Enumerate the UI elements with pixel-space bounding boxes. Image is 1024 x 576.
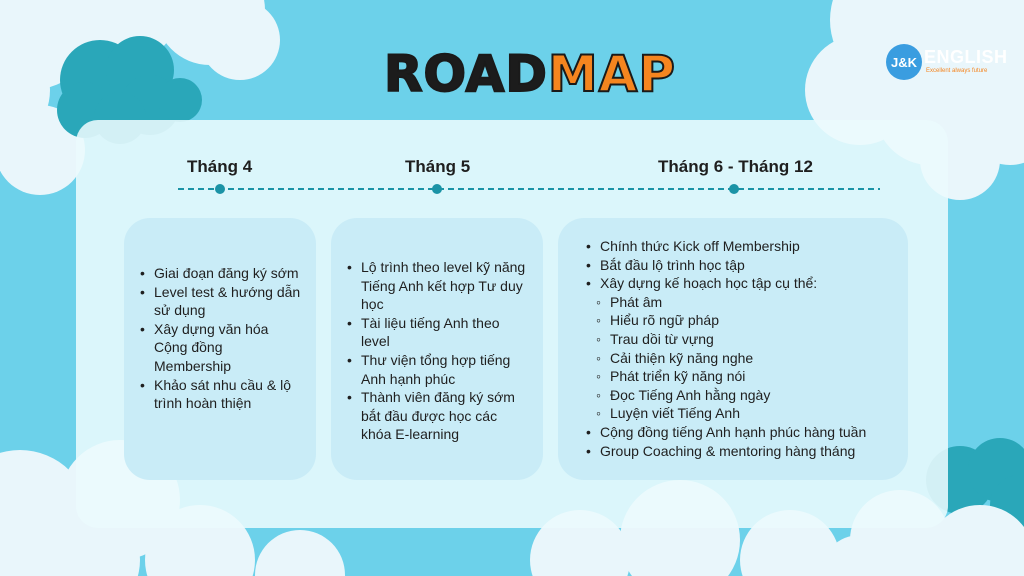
card-may xyxy=(331,218,543,480)
month-label-june-december: Tháng 6 - Tháng 12 xyxy=(658,157,813,176)
list-item: • Thư viện tổng hợp tiếng Anh hạnh phúc xyxy=(347,351,529,388)
sub-list-item: ◦ Đọc Tiếng Anh hằng ngày xyxy=(596,386,908,405)
list-item: • Khảo sát nhu cầu & lộ trình hoàn thiện xyxy=(140,376,302,413)
timeline-dot-april xyxy=(215,184,225,194)
card-june-list xyxy=(558,237,908,460)
month-label-april: Tháng 4 xyxy=(187,157,253,176)
title-map: MAP xyxy=(547,45,676,103)
list-item: • Xây dựng kế hoạch học tập cụ thể: xyxy=(586,274,908,293)
nested-list-container xyxy=(586,293,908,423)
card-june-sublist xyxy=(586,293,908,423)
list-item: • Tài liệu tiếng Anh theo level xyxy=(347,314,529,351)
sub-list-item: ◦ Phát âm xyxy=(596,293,908,312)
timeline-dot-june xyxy=(729,184,739,194)
list-item: • Xây dựng văn hóa Cộng đồng Membership xyxy=(140,320,302,376)
list-item: • Giai đoạn đăng ký sớm xyxy=(140,264,302,283)
logo-badge: J&K xyxy=(886,44,922,80)
card-april-list xyxy=(124,264,316,413)
list-item: • Thành viên đăng ký sớm bắt đầu được học các khóa E-learning xyxy=(347,388,529,444)
list-item: • Cộng đồng tiếng Anh hạnh phúc hàng tuần xyxy=(586,423,908,442)
sub-list-item: ◦ Cải thiện kỹ năng nghe xyxy=(596,349,908,368)
sub-list-item: ◦ Phát triển kỹ năng nói xyxy=(596,367,908,386)
list-item: • Chính thức Kick off Membership xyxy=(586,237,908,256)
timeline-dot-may xyxy=(432,184,442,194)
sub-list-item: ◦ Hiểu rõ ngữ pháp xyxy=(596,311,908,330)
list-item: • Level test & hướng dẫn sử dụng xyxy=(140,283,302,320)
list-item: • Group Coaching & mentoring hàng tháng xyxy=(586,442,908,461)
list-item: • Lộ trình theo level kỹ năng Tiếng Anh kết hợp Tư duy học xyxy=(347,258,529,314)
list-item: • Bắt đầu lộ trình học tập xyxy=(586,256,908,275)
logo-brand-name: ENGLISH xyxy=(924,47,1008,67)
card-june-december xyxy=(558,218,908,480)
logo-tagline: Excellent always future xyxy=(926,68,988,74)
sub-list-item: ◦ Luyện viết Tiếng Anh xyxy=(596,404,908,423)
card-may-list xyxy=(331,258,543,444)
card-april xyxy=(124,218,316,480)
month-label-may: Tháng 5 xyxy=(405,157,471,176)
title-road: ROAD xyxy=(384,45,548,103)
sub-list-item: ◦ Trau dồi từ vựng xyxy=(596,330,908,349)
